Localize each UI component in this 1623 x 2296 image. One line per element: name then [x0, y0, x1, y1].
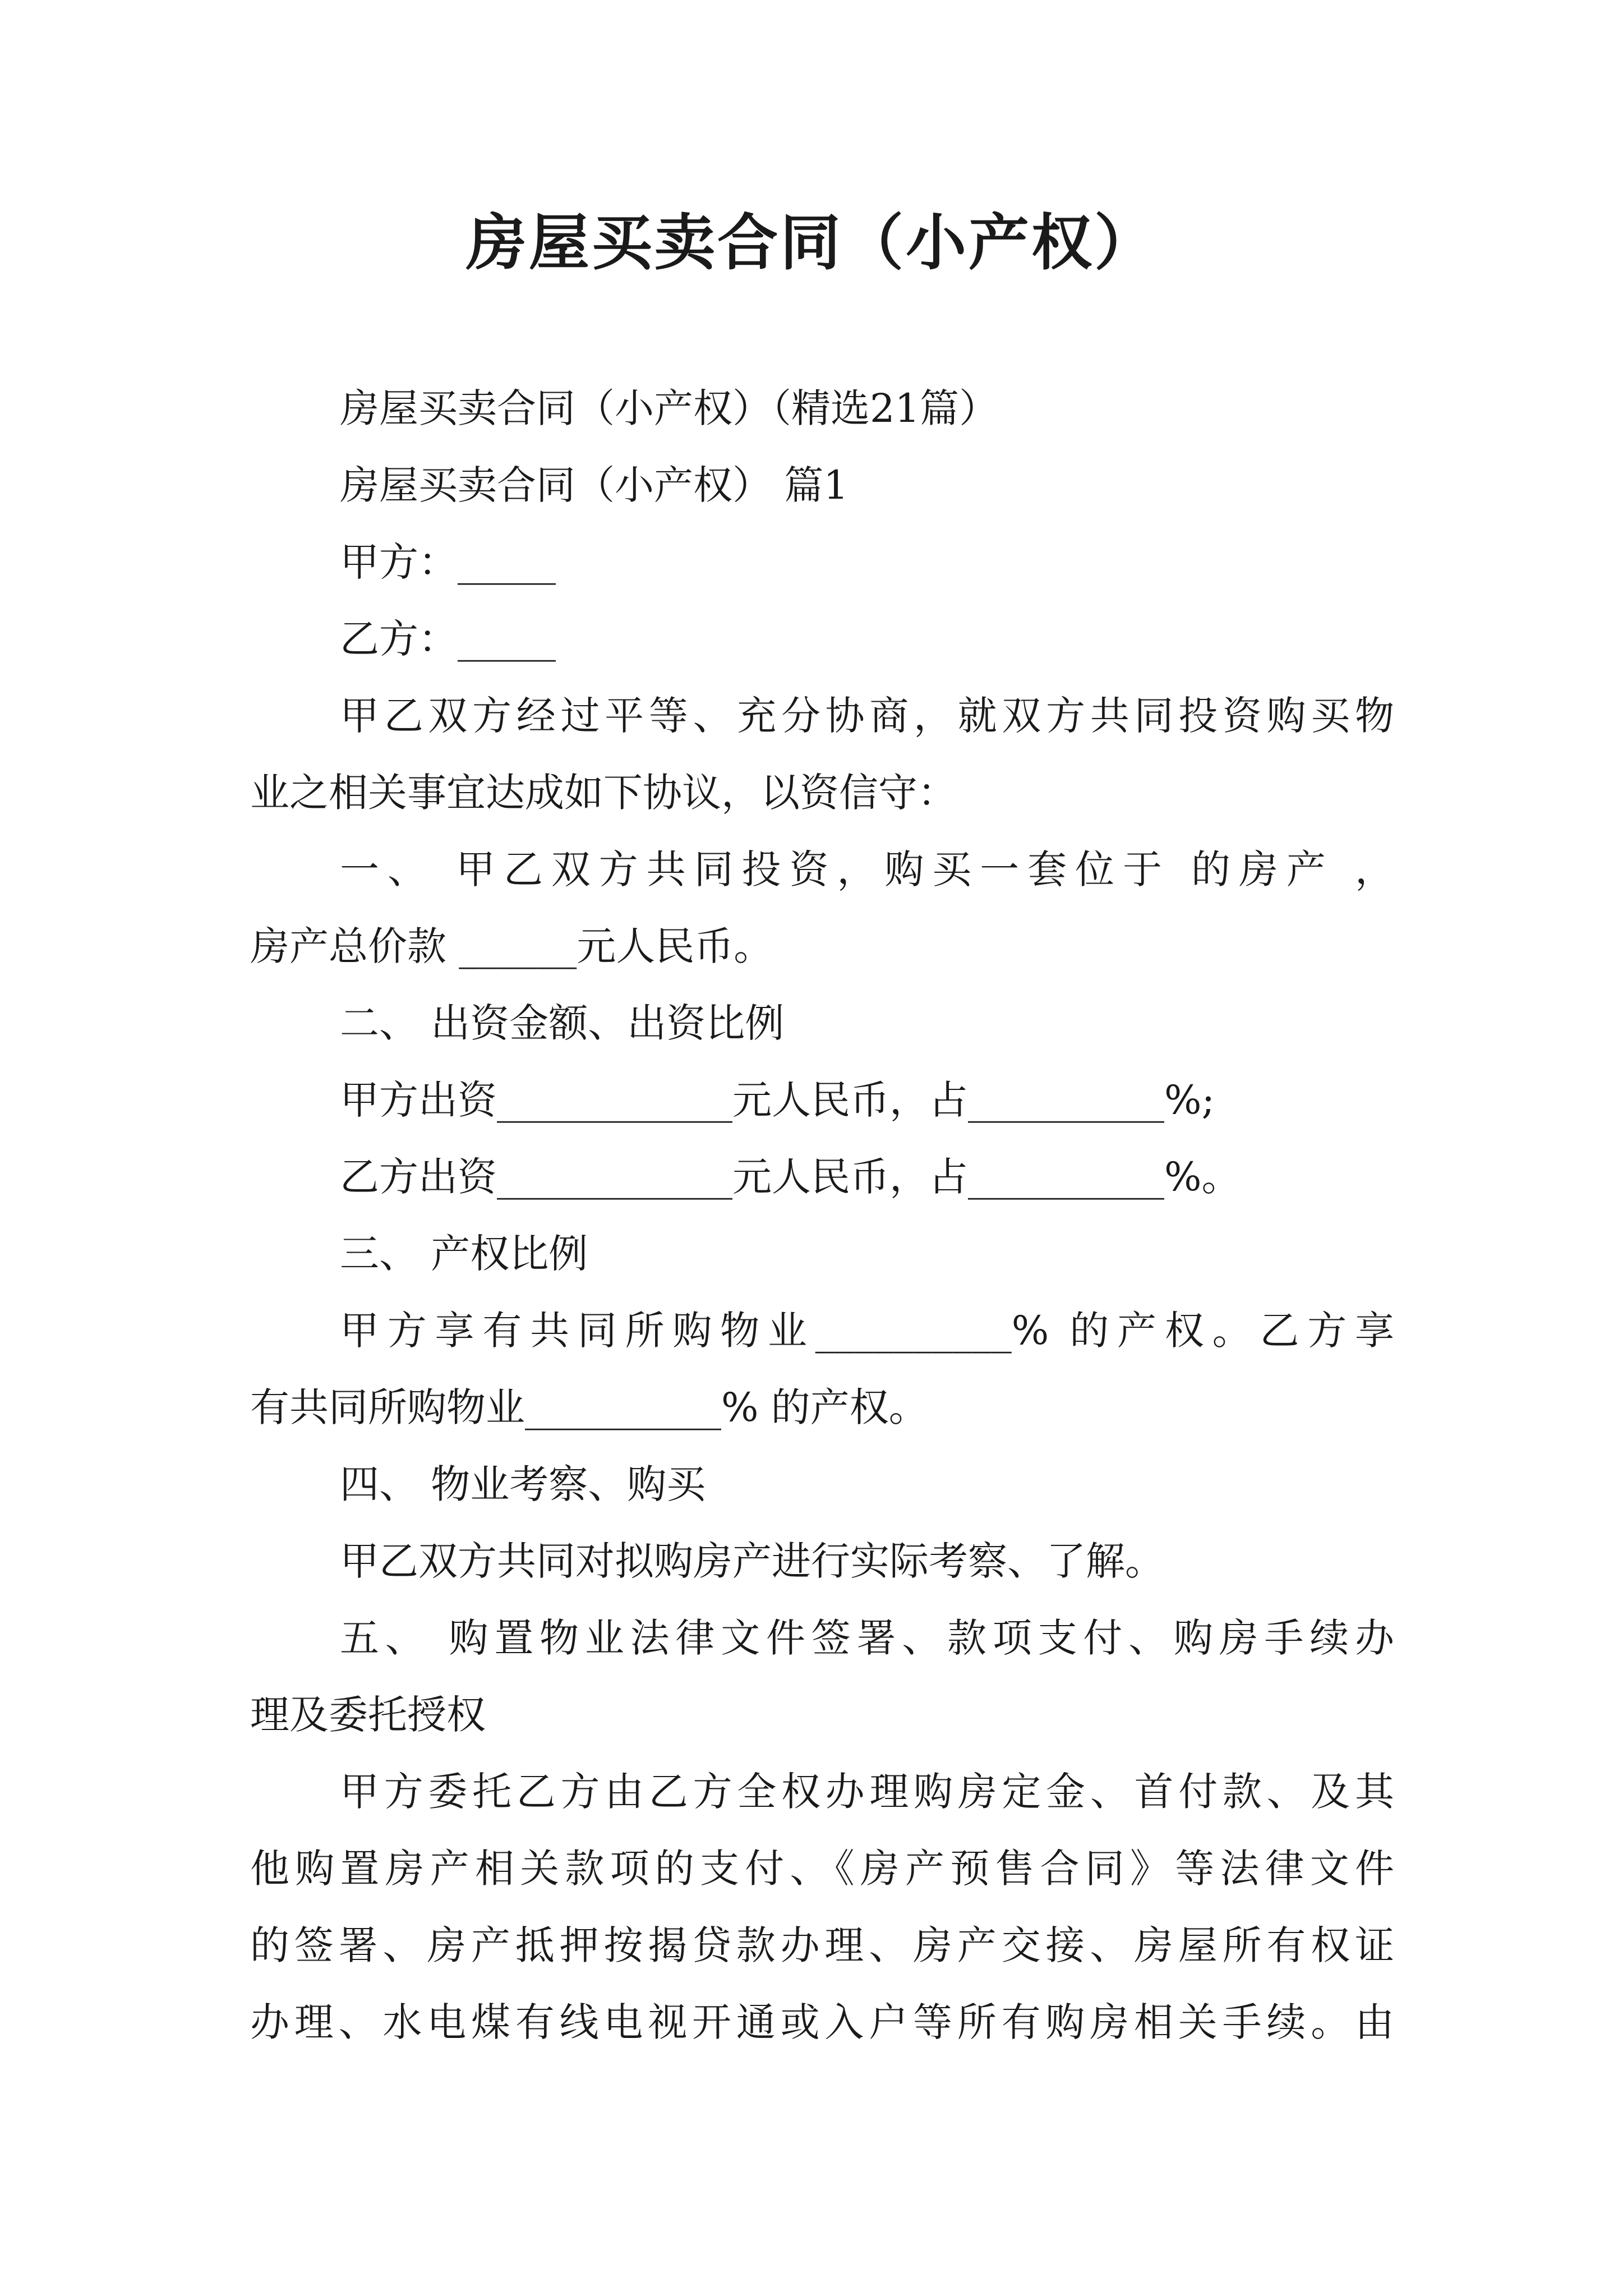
document-body	[250, 370, 1394, 2061]
paragraph-line: 三、 产权比例	[340, 1231, 588, 1277]
paragraph-line: 房产总价款 ______元人民币。	[250, 923, 773, 969]
paragraph-line: 甲方享有共同所购物业__________% 的产权。乙方享	[340, 1308, 1394, 1354]
paragraph-line: 的签署、房产抵押按揭贷款办理、房产交接、房屋所有权证	[250, 1922, 1394, 1968]
paragraph-line: 房屋买卖合同（小产权） 篇1	[340, 462, 849, 508]
paragraph-line: 甲乙双方共同对拟购房产进行实际考察、了解。	[340, 1538, 1164, 1584]
paragraph-line: 理及委托授权	[250, 1692, 486, 1738]
paragraph-line: 甲方出资____________元人民币，占__________%;	[340, 1077, 1215, 1123]
paragraph-line: 他购置房产相关款项的支付、《房产预售合同》等法律文件	[250, 1846, 1394, 1892]
paragraph-line: 二、 出资金额、出资比例	[340, 1000, 785, 1046]
paragraph-line: 甲方委托乙方由乙方全权办理购房定金、首付款、及其	[340, 1769, 1394, 1815]
document-title: 房屋买卖合同（小产权）	[465, 208, 1157, 278]
paragraph-line: 乙方：_____	[340, 616, 556, 662]
paragraph-line: 办理、水电煤有线电视开通或入户等所有购房相关手续。由	[250, 1999, 1394, 2045]
paragraph-line: 甲乙双方经过平等、充分协商，就双方共同投资购买物	[340, 693, 1394, 739]
paragraph-line: 乙方出资____________元人民币，占__________%。	[340, 1154, 1241, 1200]
paragraph-line: 甲方：_____	[340, 539, 556, 585]
paragraph-line: 四、 物业考察、购买	[340, 1461, 706, 1507]
paragraph-line: 房屋买卖合同（小产权）（精选21篇）	[340, 385, 999, 431]
paragraph-line: 五、 购置物业法律文件签署、款项支付、购房手续办	[340, 1615, 1394, 1661]
paragraph-line: 有共同所购物业__________% 的产权。	[250, 1384, 928, 1430]
paragraph-line: 一、 甲乙双方共同投资，购买一套位于 的房产 ，	[340, 846, 1394, 892]
paragraph-line: 业之相关事宜达成如下协议，以资信守：	[250, 770, 957, 816]
